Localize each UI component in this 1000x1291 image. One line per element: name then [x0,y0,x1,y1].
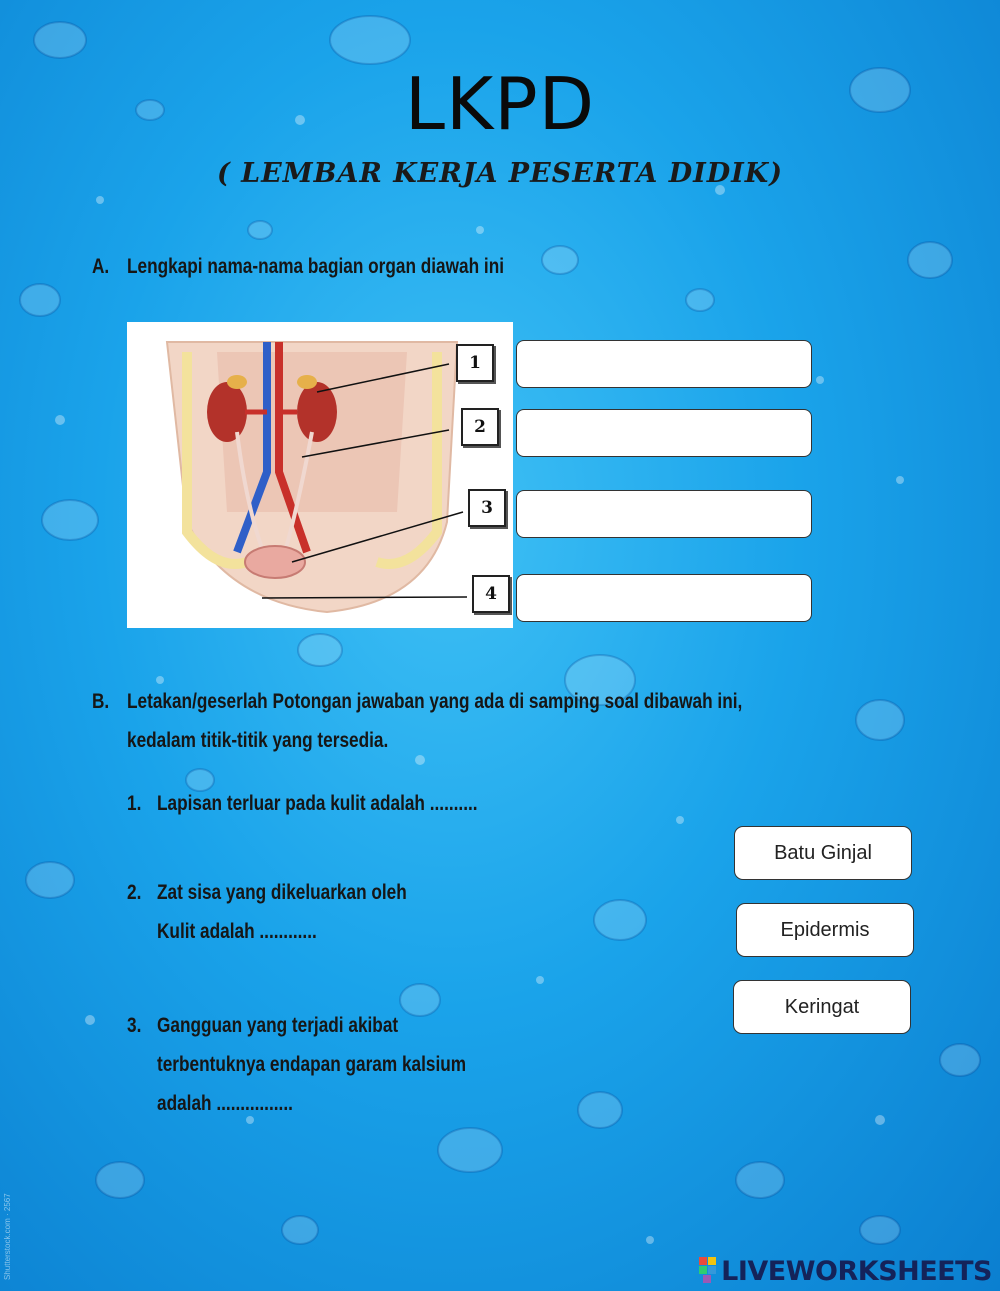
answer-input-2[interactable] [516,409,812,457]
answer-input-3[interactable] [516,490,812,538]
label-box-3: 3 [468,489,506,527]
section-a-label: A. [92,255,110,278]
answer-input-1[interactable] [516,340,812,388]
choice-chip-epidermis[interactable]: Epidermis [736,903,914,957]
question-2-number: 2. [127,881,142,904]
choice-chip-batu-ginjal[interactable]: Batu Ginjal [734,826,912,880]
liveworksheets-logo-icon [699,1257,717,1283]
label-box-1: 1 [456,344,494,382]
label-box-2: 2 [461,408,499,446]
answer-input-4[interactable] [516,574,812,622]
question-2-text-line2: Kulit adalah ............ [157,920,317,943]
page-subtitle: ( LEMBAR KERJA PESERTA DIDIK) [216,158,784,189]
question-3-number: 3. [127,1014,142,1037]
section-b-label: B. [92,690,110,713]
question-1-number: 1. [127,792,142,815]
liveworksheets-brand[interactable] [699,1256,992,1287]
question-3-text-line1: Gangguan yang terjadi akibat [157,1014,399,1037]
choice-chip-keringat[interactable]: Keringat [733,980,911,1034]
question-2-text-line1: Zat sisa yang dikeluarkan oleh [157,881,407,904]
section-b-instruction-line1: Letakan/geserlah Potongan jawaban yang ada di samping soal dibawah ini, [127,690,743,713]
section-b-instruction-line2: kedalam titik-titik yang tersedia. [127,729,389,752]
stock-credit-text: Shutterstock.com · 2567 [3,1193,12,1280]
question-1-text: Lapisan terluar pada kulit adalah .......... [157,792,478,815]
question-3-text-line3: adalah ................ [157,1092,293,1115]
section-a-instruction: Lengkapi nama-nama bagian organ diawah ini [127,255,505,278]
page-title: LKPD [404,62,596,146]
brand-text: LIVEWORKSHEETS [721,1256,992,1287]
question-3-text-line2: terbentuknya endapan garam kalsium [157,1053,467,1076]
label-box-4: 4 [472,575,510,613]
